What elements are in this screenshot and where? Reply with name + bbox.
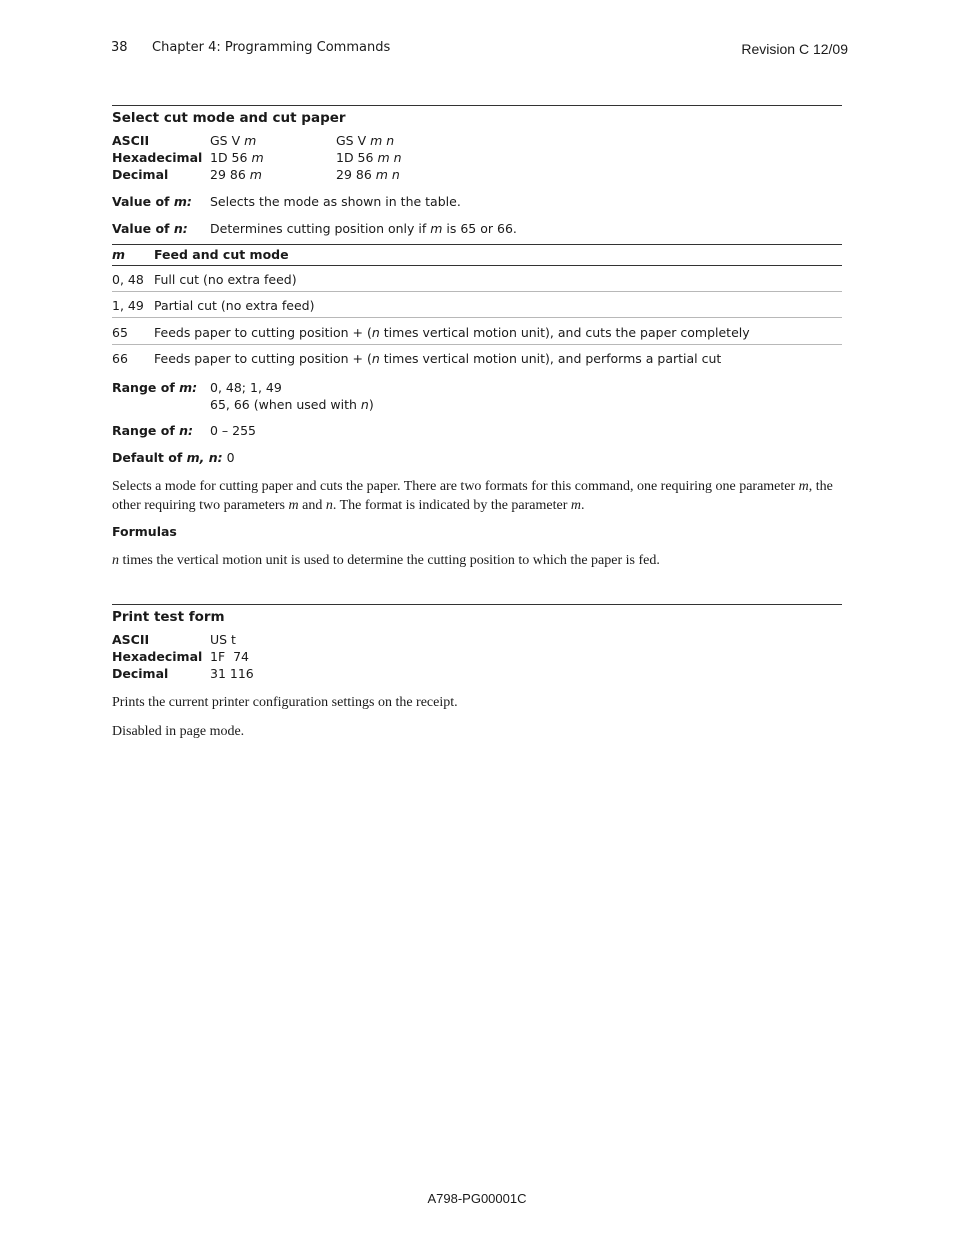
param-label: Value of m: [112, 194, 192, 209]
param-label: Range of n: [112, 423, 194, 438]
column-header-mode: Feed and cut mode [154, 247, 289, 262]
code-value: 1D 56 m n [336, 150, 402, 165]
description-paragraph: Prints the current printer configuration settings on the receipt. [112, 695, 458, 710]
chapter-title: Chapter 4: Programming Commands [152, 40, 391, 55]
code-value: 29 86 m [210, 167, 262, 182]
table-row: 0, 48 Full cut (no extra feed) [112, 265, 842, 292]
param-value: 0 – 255 [210, 423, 257, 438]
table-row: 66 Feeds paper to cutting position + (n times vertical motion unit), and performs a partial cut [112, 351, 722, 366]
code-label: Decimal [112, 666, 169, 681]
description-paragraph: Selects a mode for cutting paper and cuts the paper. There are two formats for this command, one requiring one parameter m, the other requiring two parameters m and n. The format is indicated by the parameter m. [112, 479, 833, 513]
param-label: Value of n: [112, 221, 188, 236]
value-of-n [112, 220, 517, 237]
code-label: ASCII [112, 632, 150, 647]
param-value: Selects the mode as shown in the table. [210, 194, 461, 209]
param-value: 0, 48; 1, 49 65, 66 (when used with n) [210, 380, 374, 412]
revision-label: Revision C 12/09 [741, 41, 848, 57]
param-value: Determines cutting position only if m is 65 or 66. [210, 221, 517, 236]
section-title: Select cut mode and cut paper [112, 110, 346, 126]
range-of-m [112, 379, 374, 412]
code-value: 1D 56 m [210, 150, 264, 165]
section-title: Print test form [112, 609, 225, 625]
value-of-m [112, 193, 461, 210]
code-value: 29 86 m n [336, 167, 400, 182]
formula-paragraph: n times the vertical motion unit is used to determine the cutting position to which the paper is fed. [112, 553, 660, 568]
code-value: GS V m [210, 133, 257, 148]
param-label: Range of m: [112, 380, 198, 395]
range-of-n [112, 422, 257, 439]
formulas-heading: Formulas [112, 524, 177, 539]
code-label: ASCII [112, 133, 150, 148]
table-header [112, 244, 842, 266]
code-label: Hexadecimal [112, 150, 203, 165]
description-paragraph: Disabled in page mode. [112, 724, 245, 739]
code-value: GS V m n [336, 133, 395, 148]
code-label: Hexadecimal [112, 649, 203, 664]
code-value: 31 116 [210, 666, 254, 681]
code-value: US t [210, 632, 236, 647]
param-value: 0 [226, 450, 235, 465]
section-divider [112, 105, 842, 106]
column-header-m: m [112, 247, 126, 262]
document-id: A798-PG00001C [427, 1191, 527, 1206]
table-row: 65 Feeds paper to cutting position + (n times vertical motion unit), and cuts the paper completely [112, 318, 842, 345]
page-number: 38 [111, 40, 128, 55]
table-row: 1, 49 Partial cut (no extra feed) [112, 291, 842, 318]
code-value: 1F 74 [210, 649, 249, 664]
code-label: Decimal [112, 167, 169, 182]
default-values [112, 449, 235, 466]
section-divider [112, 604, 842, 605]
param-label: Default of m, n: [112, 450, 223, 465]
